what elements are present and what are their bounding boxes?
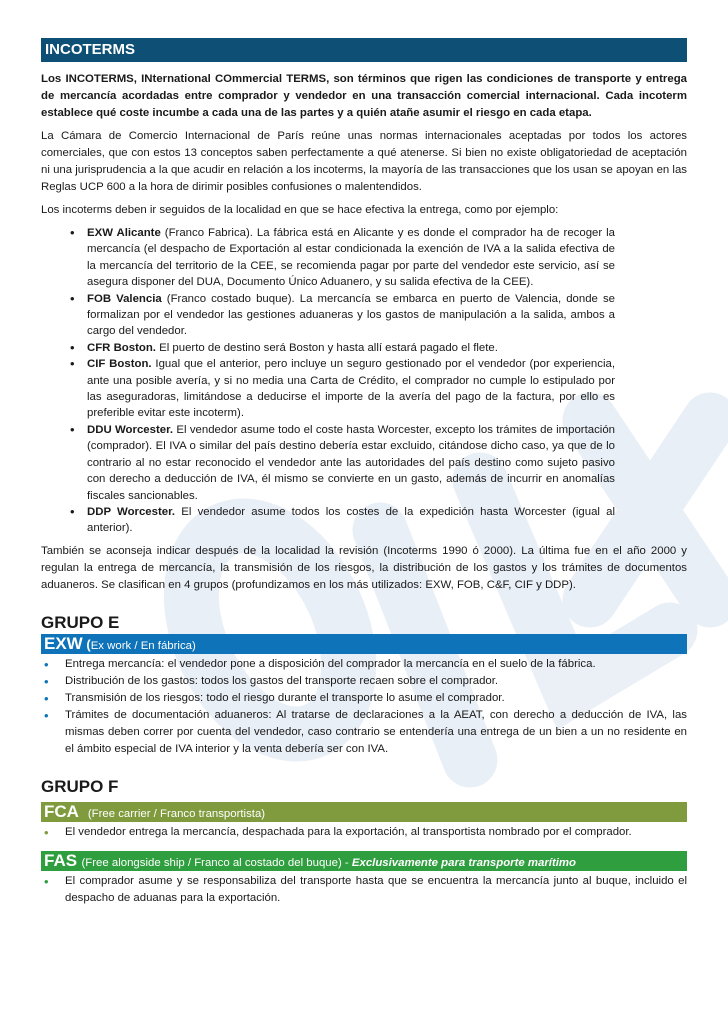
band-description: (Free alongside ship / Franco al costado del buque) - — [81, 856, 352, 869]
paragraph-localidad: Los incoterms deben ir seguidos de la localidad en que se hace efectiva la entrega, como por ejemplo: — [41, 204, 559, 216]
list-item: • Distribución de los gastos: todos los gastos del transporte recaen sobre el comprador. — [41, 673, 687, 690]
example-cif — [87, 356, 687, 422]
example-ddu — [87, 422, 687, 504]
examples-list — [41, 225, 687, 537]
document-title: INCOTERMS — [41, 38, 687, 62]
example-term: DDP Worcester. — [87, 505, 176, 518]
group-e-title: GRUPO E — [41, 612, 120, 632]
example-text: El vendedor asume todos los costes de la expedición hasta Worcester (igual al anterior). — [87, 505, 615, 535]
example-text: El puerto de destino será Boston y hasta allí estará pagado el flete. — [155, 341, 498, 354]
group-f-title: GRUPO F — [41, 776, 119, 796]
paragraph-revision: También se aconseja indicar después de la localidad la revisión (Incoterms 1990 ó 2000). La última fue en el año 2000 y regulan la entrega de mercancía, la transmisión de los riesgos, la distribución de los gastos y los trámites de documentos aduaneros. Se clasifican en 4 grupos (profundizamos en los más utilizados: EXW, FOB, C&F, CIF y DDP). — [41, 544, 687, 591]
example-text: (Franco costado buque). La mercancía se embarca en puerto de Valencia, donde se formalizan por el vendedor las gestiones aduaneras y los gastos de manipulación a la salida, ambos a cargo del vendedor. — [87, 292, 615, 338]
fas-items — [41, 873, 687, 907]
example-text: (Franco Fabrica). La fábrica está en Alicante y es donde el comprador ha de recoger la mercancía (el despacho de Exportación al estar condicionada la exención de IVA a la salida efectiva de la mercancía del territorio de la CEE, se recomienda pagar por parte del vendedor este servicio, así se asegura disponer del DUA, Documento Único Aduanero, y su salida efectiva de la CEE). — [87, 227, 616, 289]
list-item: • Entrega mercancía: el vendedor pone a disposición del comprador la mercancía en el suelo de la fábrica. — [41, 656, 687, 673]
example-text: El vendedor asume todo el coste hasta Worcester, excepto los trámites de importación (comprador). El IVA o similar del país destino debería estar excluido, citándose dicho caso, ya que de lo contrario al no estar reconocido el vendedor ante las autoridades del país destino como sujeto pasivo con derecho a deducción de IVA, él mismo se convierte en un gasto, además de incurrir en anomalías fiscales sancionables. — [87, 423, 615, 502]
example-term: DDU Worcester. — [87, 423, 174, 436]
exw-band — [41, 634, 687, 654]
example-fob — [87, 291, 687, 340]
band-paren: ( — [82, 636, 91, 652]
paragraph-camara: La Cámara de Comercio Internacional de París reúne unas normas internacionales aceptadas por todos los actores comerciales, que con estos 13 conceptos saben perfectamente a qué atenerse. Si bien no existe obligatoriedad de aceptación ni una jurisprudencia a la que acudir en relación a los incoterms, la mayoría de las transacciones que los usan se apoyan en las Reglas UCP 600 a la hora de dirimir posibles confusiones o malentendidos. — [41, 130, 687, 193]
band-description: (Free carrier / Franco transportista) — [87, 807, 266, 820]
list-item: • El vendedor entrega la mercancía, despachada para la exportación, al transportista nombrado por el comprador. — [41, 824, 687, 841]
fas-band — [41, 851, 687, 871]
band-code: FCA — [44, 801, 79, 821]
example-cfr — [87, 340, 687, 356]
example-ddp — [87, 504, 687, 537]
fca-band — [41, 802, 687, 822]
band-note: Exclusivamente para transporte marítimo — [351, 856, 576, 869]
list-item: • El comprador asume y se responsabiliza del transporte hasta que se encuentra la mercancía junto al buque, incluido el despacho de aduanas para la exportación. — [41, 873, 687, 907]
band-description: Ex work / En fábrica) — [90, 639, 196, 652]
band-code: EXW — [44, 633, 83, 653]
example-exw — [87, 225, 687, 291]
example-term: CFR Boston. — [87, 341, 156, 354]
fca-items — [41, 824, 687, 841]
example-term: EXW Alicante — [87, 227, 161, 239]
exw-items — [41, 656, 687, 758]
list-item: • Trámites de documentación aduaneros: Al tratarse de declaraciones a la AEAT, con derecho a deducción de IVA, las mismas deben correr por cuenta del vendedor, caso contrario se entendería una entrega de un bien a un no residente en el ámbito especial de IVA interior y la venta debería ser con IVA. — [41, 707, 687, 758]
example-term: FOB Valencia — [87, 292, 162, 305]
example-term: CIF Boston. — [87, 358, 152, 371]
band-code: FAS — [44, 850, 78, 870]
intro-paragraph: Los INCOTERMS, INternational COmmercial TERMS, son términos que rigen las condiciones de transporte y entrega de mercancía acordadas entre comprador y vendedor en una transacción comercial internacional. Cada incoterm establece qué coste incumbe a cada una de las partes y a quién atañe asumir el riesgo en cada etapa. — [41, 73, 687, 119]
example-text: Igual que el anterior, pero incluye un seguro gestionado por el vendedor (por experiencia, ante una posible avería, y si no media una Carta de Crédito, el comprador no cumple lo estipulado por las aseguradoras, limitándose a deducirse el importe de la avería del pago de la factura, por ello es preferible evitar este incoterm). — [87, 358, 615, 420]
list-item: • Transmisión de los riesgos: todo el riesgo durante el transporte lo asume el comprador. — [41, 690, 687, 707]
